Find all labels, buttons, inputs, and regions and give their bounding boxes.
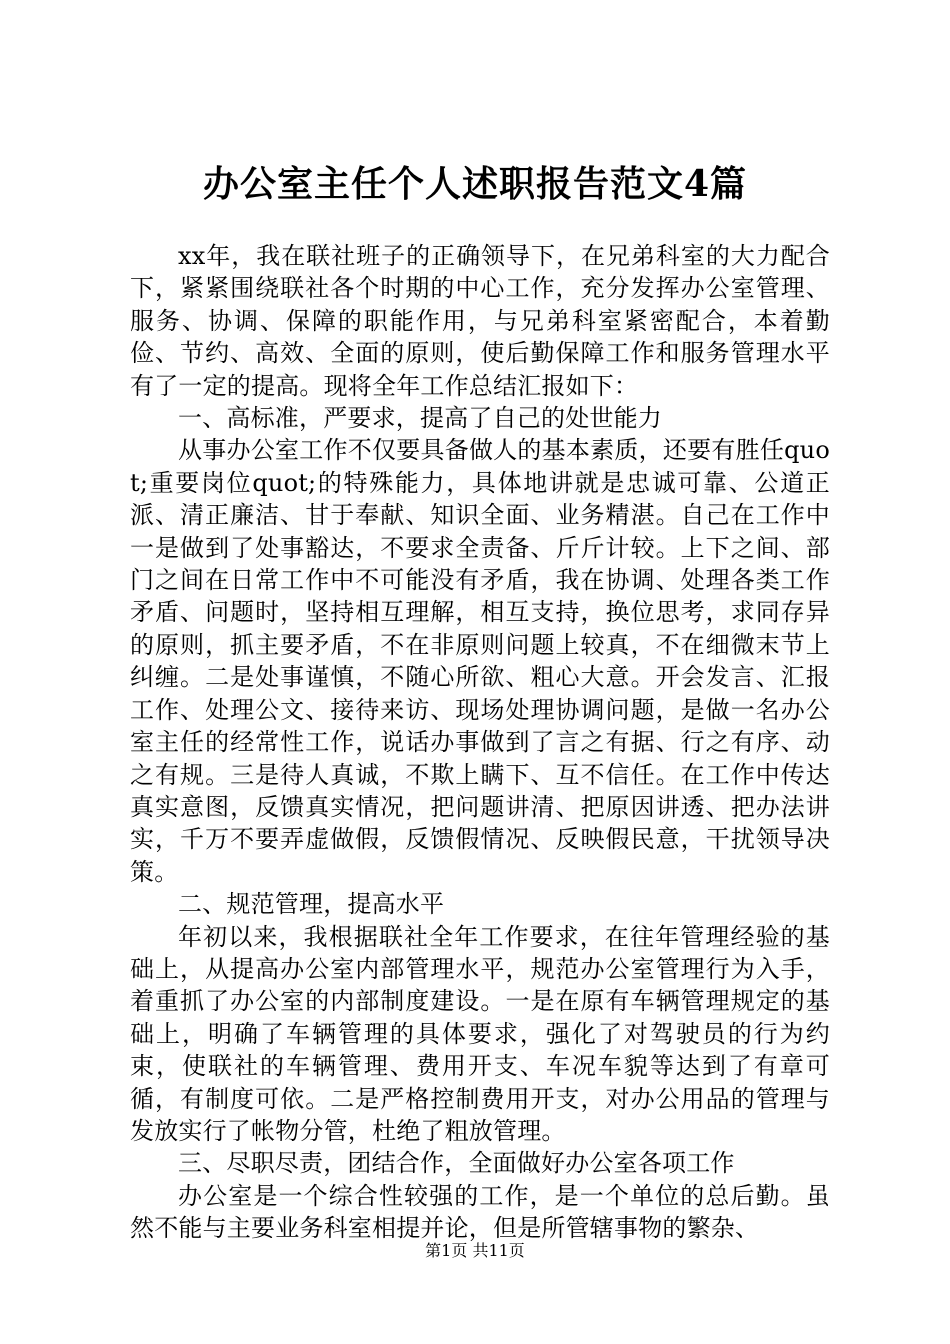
document-title: 办公室主任个人述职报告范文4篇 — [202, 163, 748, 205]
section-heading-2: 二、规范管理，提高水平 — [178, 890, 445, 919]
section-1-paragraph: 从事办公室工作不仅要具备做人的基本素质，还要有胜任quot;重要岗位quot;的特殊能力，具体地讲就是忠诚可靠、公道正派、清正廉洁、甘于奉献、知识全面、业务精湛。自己在工作中一是做到了处事豁达，不要求全责备、斤斤计较。上下之间、部门之间在日常工作中不可能没有矛盾，我在协调、处理各类工作矛盾、问题时，坚持相互理解，相互支持，换位思考，求同存异的原则，抓主要矛盾，不在非原则问题上较真，不在细微末节上纠缠。二是处事谨慎，不随心所欲、粗心大意。开会发言、汇报工作、处理公文、接待来访、现场处理协调问题，是做一名办公室主任的经常性工作，说话办事做到了言之有据、行之有序、动之有规。三是待人真诚，不欺上瞒下、互不信任。在工作中传达真实意图，反馈真实情况，把问题讲清、把原因讲透、把办法讲实，千万不要弄虚做假，反馈假情况、反映假民意，干扰领导决策。 — [130, 436, 830, 886]
page-number-footer: 第1页 共11页 — [425, 1241, 525, 1260]
intro-paragraph: xx年，我在联社班子的正确领导下，在兄弟科室的大力配合下，紧紧围绕联社各个时期的中心工作，充分发挥办公室管理、服务、协调、保障的职能作用，与兄弟科室紧密配合，本着勤俭、节约、高效、全面的原则，使后勤保障工作和服务管理水平有了一定的提高。现将全年工作总结汇报如下： — [130, 242, 830, 400]
section-3-paragraph: 办公室是一个综合性较强的工作，是一个单位的总后勤。虽然不能与主要业务科室相提并论，但是所管辖事物的繁杂、 — [130, 1181, 830, 1243]
section-heading-1: 一、高标准，严要求，提高了自己的处世能力 — [178, 404, 662, 433]
section-2-paragraph: 年初以来，我根据联社全年工作要求，在往年管理经验的基础上，从提高办公室内部管理水平，规范办公室管理行为入手，着重抓了办公室的内部制度建设。一是在原有车辆管理规定的基础上，明确了车辆管理的具体要求，强化了对驾驶员的行为约束，使联社的车辆管理、费用开支、车况车貌等达到了有章可循，有制度可依。二是严格控制费用开支，对办公用品的管理与发放实行了帐物分管，杜绝了粗放管理。 — [130, 922, 830, 1145]
document-body — [130, 240, 830, 1245]
section-heading-3: 三、尽职尽责，团结合作，全面做好办公室各项工作 — [178, 1149, 735, 1178]
